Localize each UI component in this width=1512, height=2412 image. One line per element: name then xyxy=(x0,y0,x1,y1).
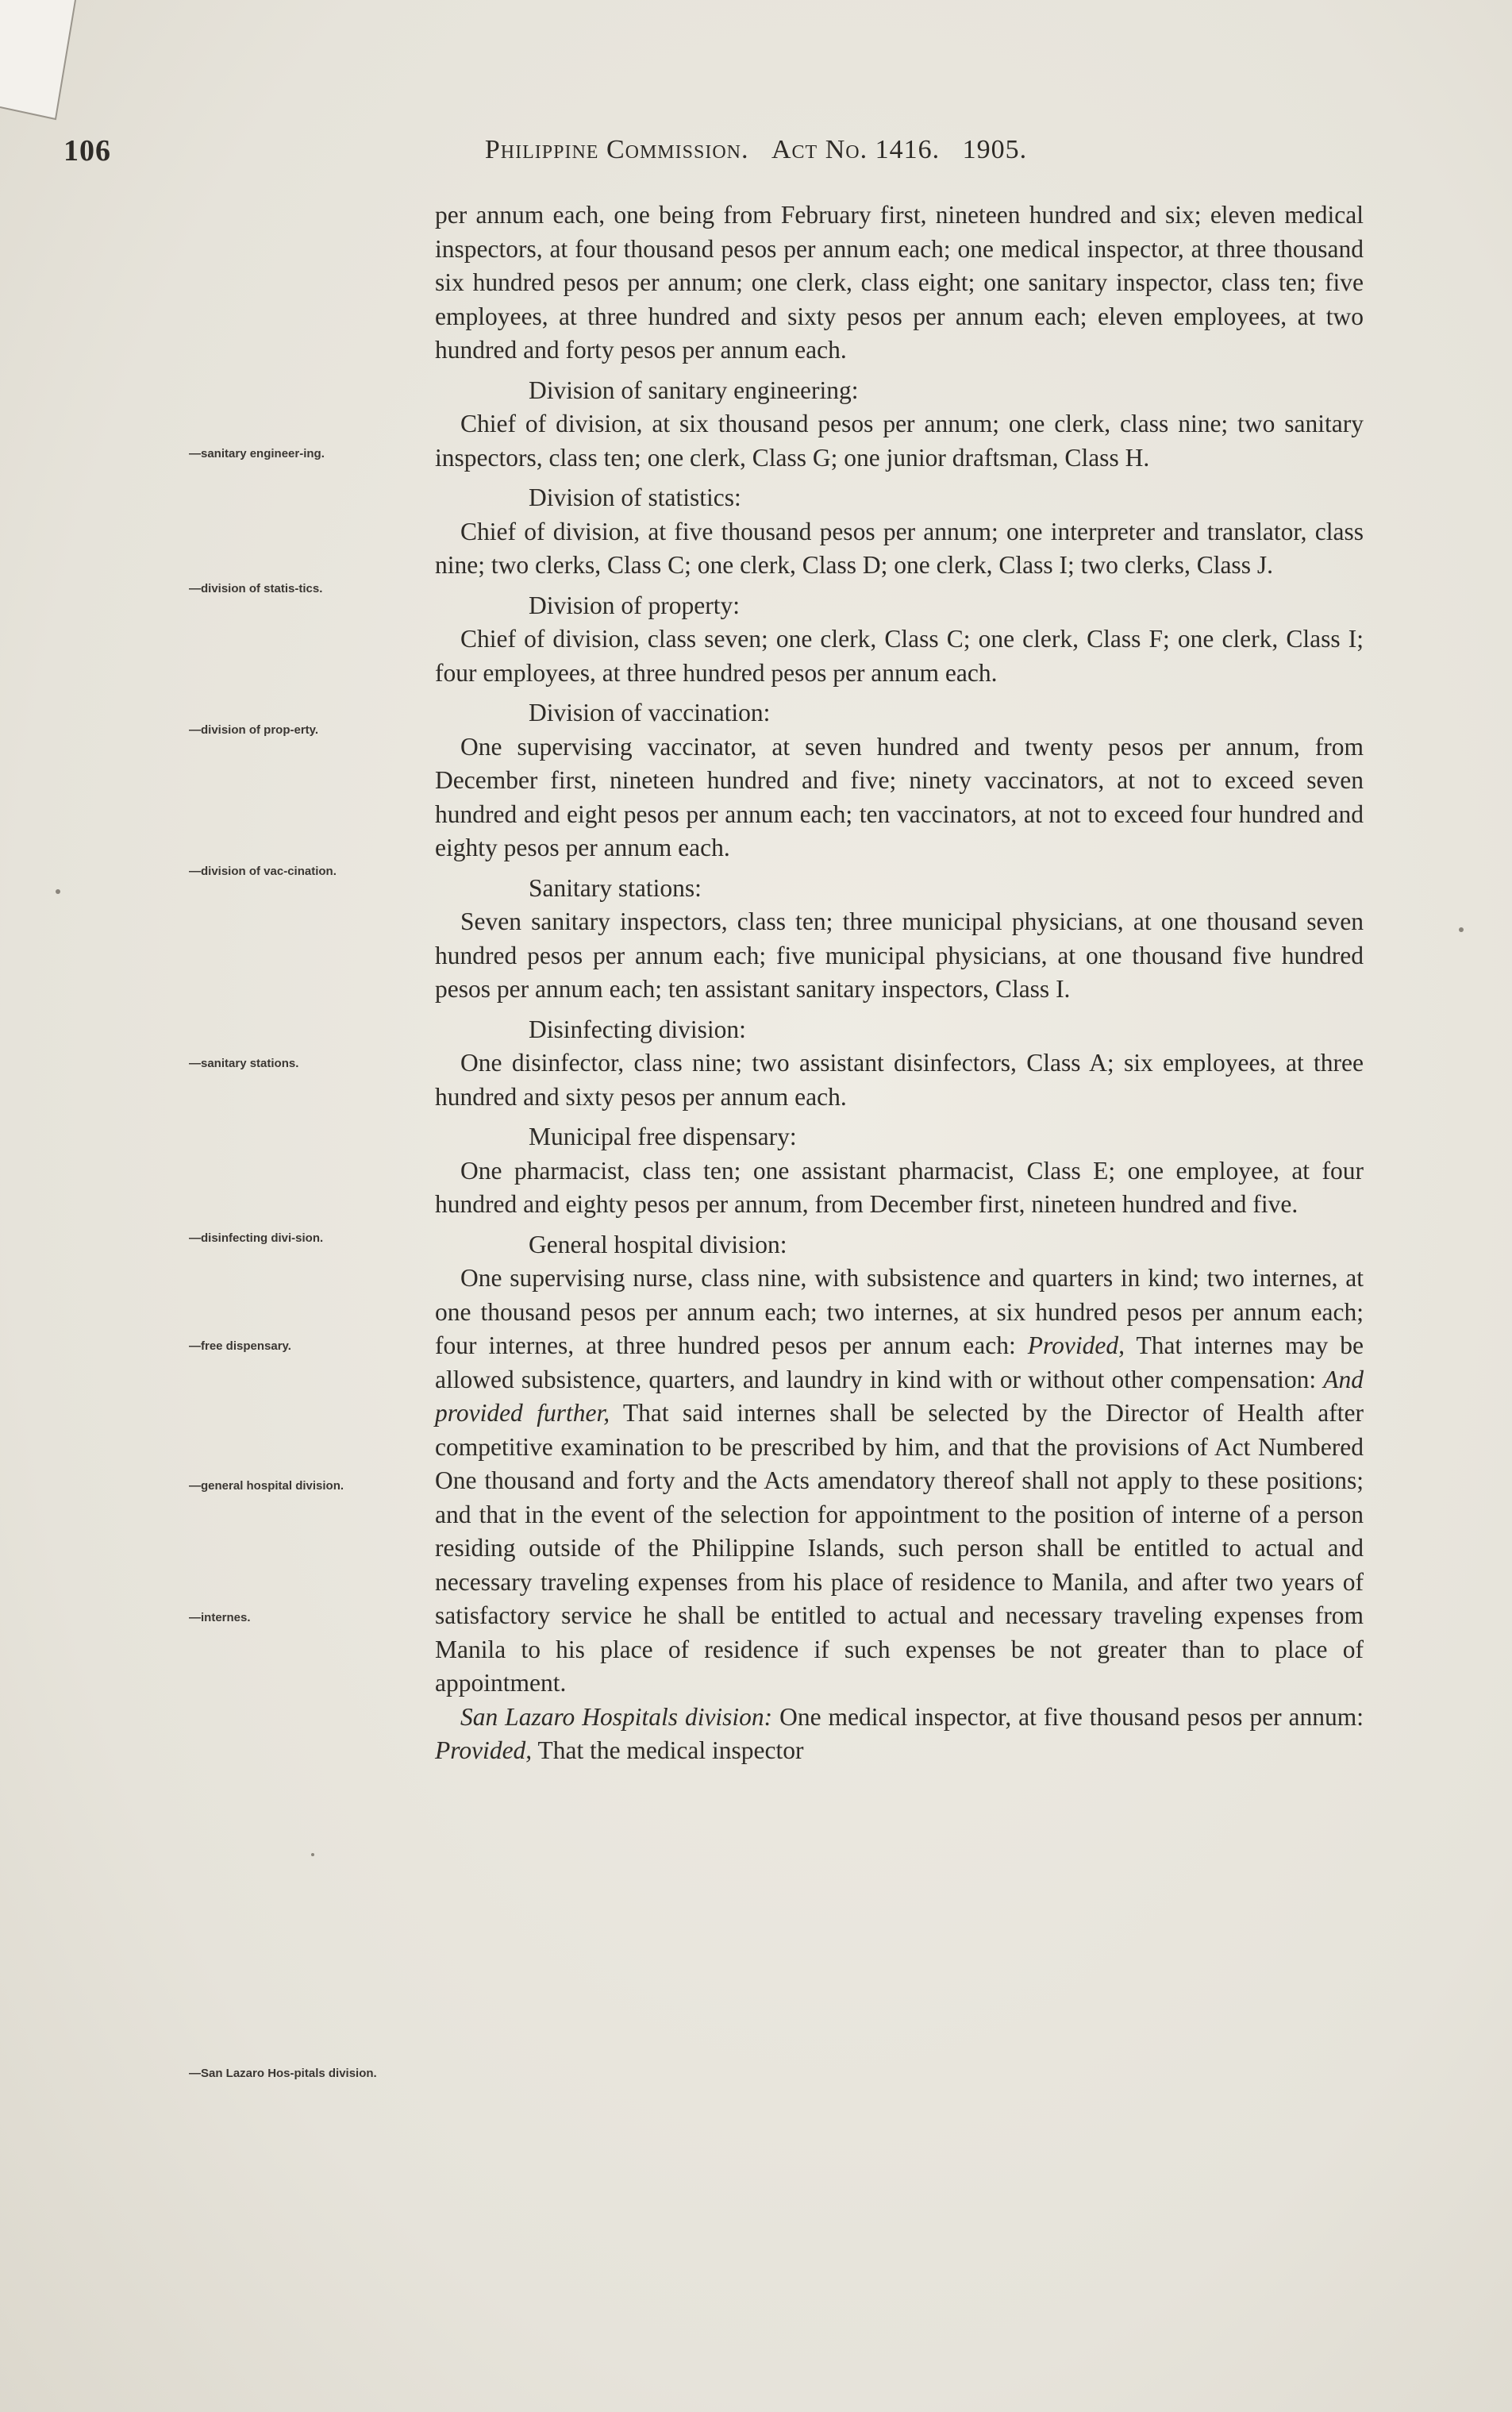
section-heading: General hospital division: xyxy=(529,1230,787,1258)
page-speck xyxy=(311,1853,314,1856)
section-heading: Sanitary stations: xyxy=(529,873,702,902)
text-run: That said internes shall be selected by the Director of Health after competitive examination to be prescribed by him, and that the provisions of Act Numbered One thousand and forty and the Acts amendatory thereof shall not apply to these positions; and that in the event of the selection for appointment to the position of interne of a person residing outside of the Philippine Islands, such person shall be entitled to actual and necessary traveling expenses from his place of residence to Manila, and after two years of satisfactory service he shall be entitled to actual and necessary traveling expenses from Manila to his place of residence if such expenses be not greater than to place of appointment. xyxy=(435,1399,1364,1697)
section-heading: Municipal free dispensary: xyxy=(529,1123,797,1150)
margin-note-sanitary-stations: —sanitary stations. xyxy=(189,1057,299,1070)
page-corner-fold xyxy=(0,0,95,135)
section-heading: Division of sanitary engineering: xyxy=(529,376,859,404)
running-head xyxy=(0,135,1512,165)
margin-note-general-hospital: —general hospital division. xyxy=(189,1479,344,1493)
paragraph: Seven sanitary inspectors, class ten; three municipal physicians, at one thousand seven hundred pesos per annum each; five municipal physicians, at one thousand five hundred pesos per annum each; ten assistant sanitary inspectors, Class I. xyxy=(435,907,1364,1003)
body-text xyxy=(435,198,1364,1768)
margin-note-san-lazaro: —San Lazaro Hos-pitals division. xyxy=(189,2067,377,2080)
section-heading: Division of vaccination: xyxy=(529,699,771,726)
margin-note-property: —division of prop-erty. xyxy=(189,723,319,737)
section-heading: Division of property: xyxy=(529,591,740,619)
italic-proviso: Provided, xyxy=(1027,1331,1125,1359)
page-speck xyxy=(1459,927,1464,932)
paragraph-internes xyxy=(435,1262,1364,1701)
paragraph: One disinfector, class nine; two assistant disinfectors, Class A; six employees, at three hundred and sixty pesos per annum each. xyxy=(435,1049,1364,1111)
running-head-year: 1905. xyxy=(962,135,1028,164)
paragraph: Chief of division, class seven; one clerk, Class C; one clerk, Class F; one clerk, Class I; four employees, at three hundred pesos per annum each. xyxy=(435,625,1364,687)
paragraph: Chief of division, at five thousand pesos per annum; one interpreter and translator, class nine; two clerks, Class C; one clerk, Class D; one clerk, Class I; two clerks, Class J. xyxy=(435,517,1364,579)
page-number: 106 xyxy=(63,134,111,168)
text-run: That internes may be allowed subsistence, quarters, and laundry in kind with or without other compensation: xyxy=(435,1331,1364,1393)
paragraph: One supervising vaccinator, at seven hundred and twenty pesos per annum, from December first, nineteen hundred and five; ninety vaccinators, at not to exceed seven hundred and eight pesos per annum each; ten vaccinators, at not to exceed four hundred and eighty pesos per annum each. xyxy=(435,732,1364,861)
section-heading: Disinfecting division: xyxy=(529,1015,746,1043)
text-run: One medical inspector, at five thousand pesos per annum: xyxy=(772,1702,1364,1731)
running-head-title: Philippine Commission. xyxy=(484,135,749,164)
text-run: That the medical inspector xyxy=(532,1736,804,1764)
italic-proviso: Provided, xyxy=(435,1736,533,1764)
paragraph: Chief of division, at six thousand pesos per annum; one clerk, class nine; two sanitary inspectors, class ten; one clerk, Class G; one junior draftsman, Class H. xyxy=(435,410,1364,472)
paragraph-san-lazaro xyxy=(435,1701,1364,1768)
running-head-act: Act No. 1416. xyxy=(771,135,941,164)
margin-note-statistics: —division of statis-tics. xyxy=(189,582,323,595)
margin-note-vaccination: —division of vac-cination. xyxy=(189,865,337,878)
italic-proviso: And provided further, xyxy=(435,1365,1364,1427)
text-run: One supervising nurse, class nine, with subsistence and quarters in kind; two internes, at one thousand pesos per annum each; two internes, at six hundred pesos per annum each; four internes, at three hundred pesos per annum each: xyxy=(435,1264,1364,1359)
section-heading: Division of statistics: xyxy=(529,484,741,511)
margin-note-internes: —internes. xyxy=(189,1611,251,1624)
paragraph: per annum each, one being from February first, nineteen hundred and six; eleven medical inspectors, at four thousand pesos per annum each; one medical inspector, at three thousand six hundred pesos per annum; one clerk, class eight; one sanitary inspector, class ten; five employees, at three hundred and sixty pesos per annum each; eleven employees, at two hundred and forty pesos per annum each. xyxy=(435,201,1364,364)
italic-heading: San Lazaro Hospitals division: xyxy=(460,1702,773,1731)
margin-note-free-dispensary: —free dispensary. xyxy=(189,1339,291,1353)
margin-note-sanitary-engineering: —sanitary engineer-ing. xyxy=(189,447,325,460)
margin-note-disinfecting: —disinfecting divi-sion. xyxy=(189,1231,324,1245)
page-speck xyxy=(56,889,60,894)
paragraph: One pharmacist, class ten; one assistant pharmacist, Class E; one employee, at four hundred and eighty pesos per annum, from December first, nineteen hundred and five. xyxy=(435,1156,1364,1218)
